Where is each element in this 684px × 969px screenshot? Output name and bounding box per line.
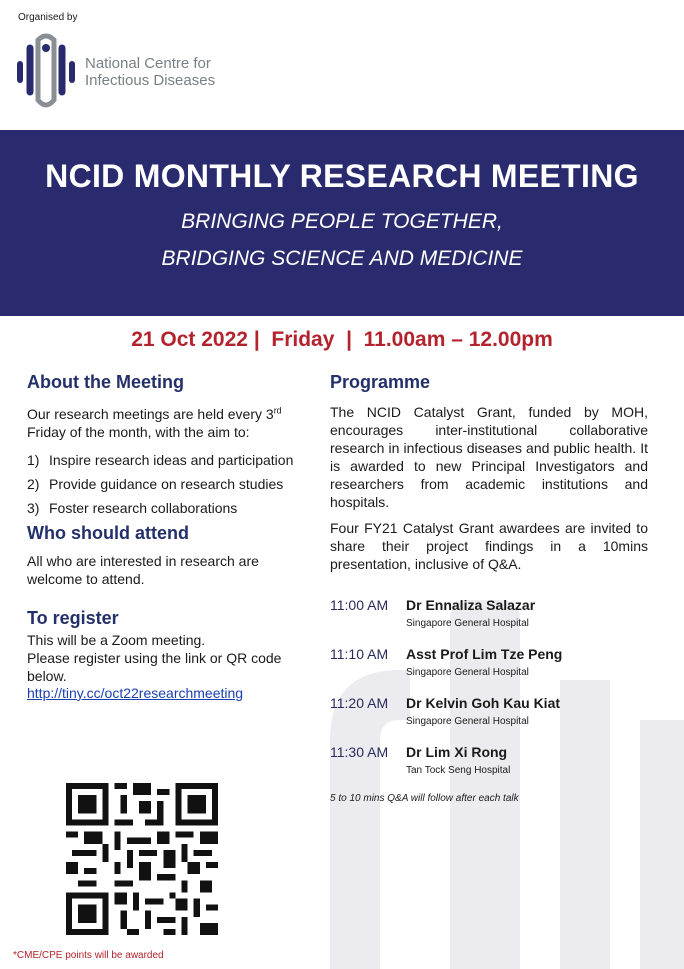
talk-time: 11:00 AM — [330, 597, 389, 613]
event-day: Friday — [271, 328, 335, 351]
talk-time: 11:20 AM — [330, 695, 389, 711]
programme-paragraph-2: Four FY21 Catalyst Grant awardees are invited to share their project findings in a 10mins presentation, inclusive of Q&A. — [330, 520, 648, 572]
speaker-institution: Singapore General Hospital — [406, 618, 529, 629]
talk-time: 11:10 AM — [330, 646, 389, 662]
header — [0, 0, 684, 130]
register-line2: Please register using the link or QR code below. — [27, 650, 282, 684]
speaker-institution: Singapore General Hospital — [406, 667, 529, 678]
list-item: 2) Provide guidance on research studies — [27, 476, 284, 492]
talk-speaker-block — [406, 597, 535, 629]
banner-subtitle-line2: BRIDGING SCIENCE AND MEDICINE — [161, 247, 523, 270]
organised-by-label: Organised by — [18, 12, 78, 23]
banner-subtitle-line1: BRINGING PEOPLE TOGETHER, — [181, 210, 503, 233]
list-item: 1) Inspire research ideas and participation — [27, 452, 294, 468]
org-name-line1: National Centre for — [85, 55, 211, 72]
talk-row — [330, 744, 648, 776]
event-time: 11.00am – 12.00pm — [363, 328, 553, 351]
page-title: NCID MONTHLY RESEARCH MEETING — [45, 158, 639, 194]
programme-heading: Programme — [330, 372, 431, 392]
programme-paragraph-1: The NCID Catalyst Grant, funded by MOH, encourages inter-institutional collaborative research in infectious diseases and public health. It is awarded to new Principal Investigators and researchers from academic institutions and hospitals. — [330, 404, 648, 510]
speaker-name: Dr Ennaliza Salazar — [406, 597, 536, 613]
event-date-time — [0, 328, 684, 352]
about-heading: About the Meeting — [27, 372, 184, 392]
speaker-institution: Tan Tock Seng Hospital — [406, 765, 511, 776]
event-date: 21 Oct 2022 — [131, 328, 248, 351]
right-column — [330, 372, 648, 804]
list-item: 3) Foster research collaborations — [27, 500, 238, 516]
speaker-institution: Singapore General Hospital — [406, 716, 529, 727]
speaker-name: Dr Lim Xi Rong — [406, 744, 508, 760]
talk-row — [330, 695, 648, 727]
talk-speaker-block — [406, 695, 560, 727]
register-line1: This will be a Zoom meeting. — [27, 632, 206, 648]
registration-link[interactable]: http://tiny.cc/oct22researchmeeting — [27, 685, 244, 701]
talk-speaker-block — [406, 744, 510, 776]
talk-speaker-block — [406, 646, 562, 678]
qr-code-icon[interactable] — [66, 783, 218, 935]
talk-row — [330, 646, 648, 678]
talk-time: 11:30 AM — [330, 744, 389, 760]
qa-note: 5 to 10 mins Q&A will follow after each talk — [330, 793, 519, 804]
speaker-name: Dr Kelvin Goh Kau Kiat — [406, 695, 561, 711]
left-column — [27, 372, 295, 703]
title-banner — [0, 130, 684, 316]
org-name — [85, 55, 215, 89]
org-name-line2: Infectious Diseases — [85, 72, 216, 89]
aims-list — [27, 451, 295, 517]
talk-row — [330, 597, 648, 629]
attend-text: All who are interested in research are welcome to attend. — [27, 553, 259, 587]
speaker-name: Asst Prof Lim Tze Peng — [406, 646, 563, 662]
attend-heading: Who should attend — [27, 523, 189, 543]
separator: | — [334, 328, 364, 351]
register-heading: To register — [27, 608, 119, 628]
separator: | — [247, 328, 272, 351]
cme-note: *CME/CPE points will be awarded — [13, 950, 164, 961]
about-intro: Our research meetings are held every 3rd Friday of the month, with the aim to: — [27, 405, 282, 440]
ncid-logo-icon — [16, 30, 76, 114]
